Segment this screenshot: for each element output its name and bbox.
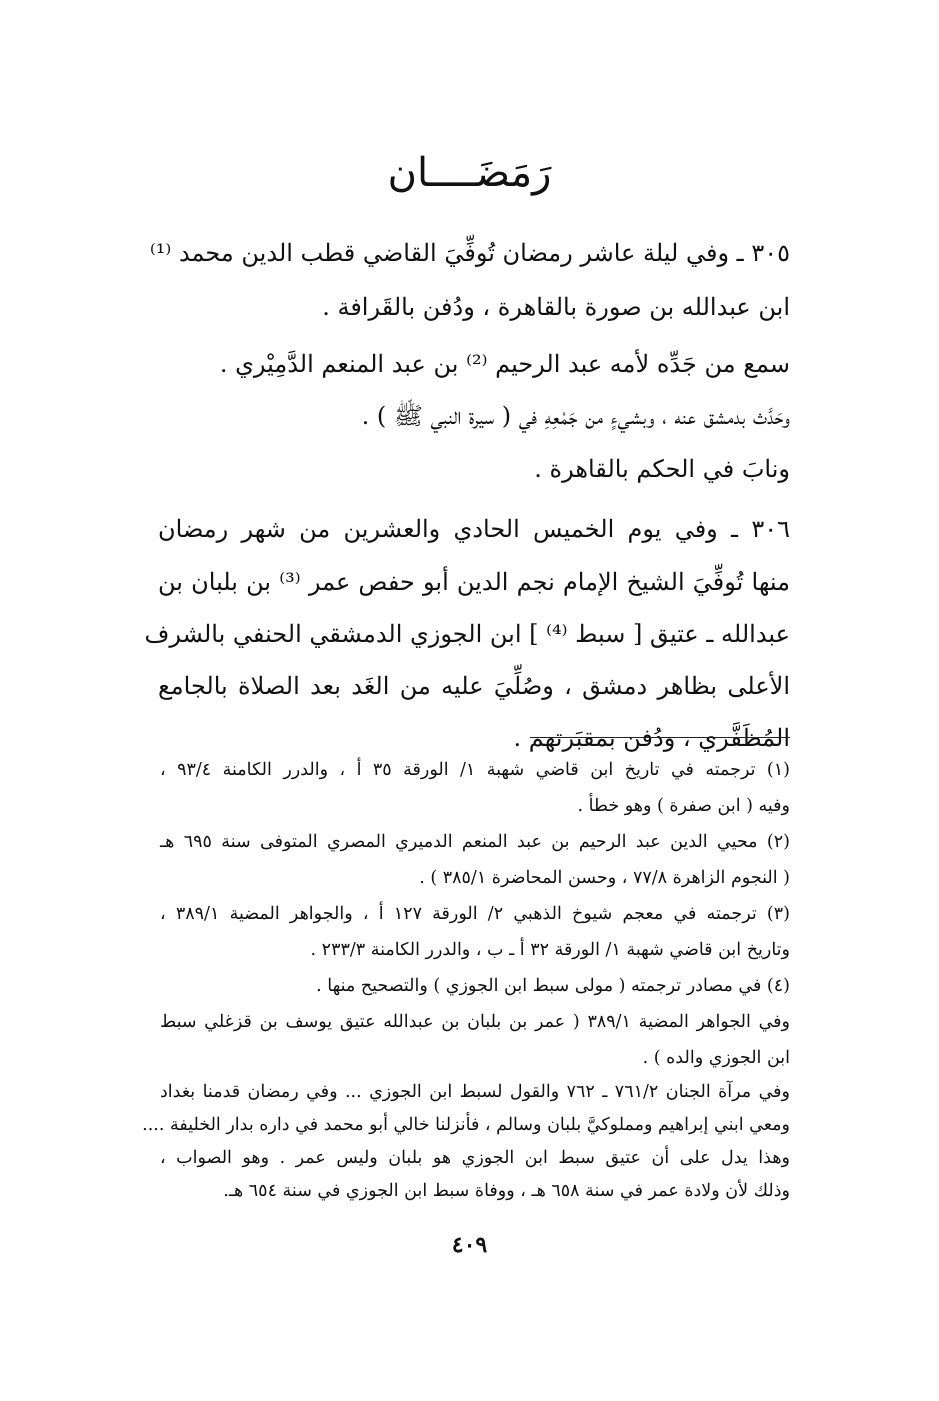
page-header-title: رَمَضَــــان bbox=[387, 150, 552, 196]
entry-306-line-3: عبدالله ـ عتيق [ سبط ⁽⁴⁾ ] ابن الجوزي الدمشقي الحنفي بالشرف bbox=[144, 620, 790, 648]
footnote-2-line-2: ( النجوم الزاهرة ٧٧/٨ ، وحسن المحاضرة ٣٨٥/١ ) . bbox=[419, 868, 790, 888]
footnotes bbox=[142, 752, 790, 1208]
entry-305-line-1: ٣٠٥ ـ وفي ليلة عاشر رمضان تُوفِّيَ القاضي قطب الدين محمد ⁽¹⁾ bbox=[149, 239, 790, 267]
footnote-2-line-1: (٢) محيي الدين عبد الرحيم بن عبد المنعم الدميري المصري المتوفى سنة ٦٩٥ هـ bbox=[160, 832, 790, 852]
entry-306-line-4: الأعلى بظاهر دمشق ، وصُلِّيَ عليه من الغَد بعد الصلاة بالجامع bbox=[158, 672, 790, 700]
footnote-4-line-6: وهذا يدل على أن عتيق سبط ابن الجوزي هو بلبان وليس عمر . وهو الصواب ، bbox=[160, 1148, 790, 1168]
entry-306-line-5: المُظَفَّري ، ودُفن بمقبَرتهم . bbox=[513, 724, 790, 752]
footnote-4-line-1: (٤) في مصادر ترجمته ( مولى سبط ابن الجوزي ) والتصحيح منها . bbox=[316, 976, 790, 996]
entry-306-line-2: منها تُوفِّيَ الشيخ الإمام نجم الدين أبو حفص عمر ⁽³⁾ بن بلبان بن bbox=[158, 568, 790, 596]
footnote-1-line-1: (١) ترجمته في تاريخ ابن قاضي شهبة ١/ الورقة ٣٥ أ ، والدرر الكامنة ٩٣/٤ ، bbox=[160, 760, 790, 780]
entry-305-line-5: ونابَ في الحكم بالقاهرة . bbox=[534, 455, 790, 483]
main-text bbox=[144, 226, 790, 764]
footnote-3-line-2: وتاريخ ابن قاضي شهبة ١/ الورقة ٣٢ أ ـ ب ، والدرر الكامنة ٢٣٣/٣ . bbox=[310, 940, 790, 960]
footnote-4-line-5: ومعي ابني إبراهيم ومملوكيَّ بلبان وسالم ، فأنزلنا خالي أبو محمد في داره بدار الخليفة .... bbox=[142, 1115, 790, 1135]
footnote-1-line-2: وفيه ( ابن صفرة ) وهو خطأ . bbox=[577, 796, 790, 816]
entry-305-line-3: سمع من جَدِّه لأمه عبد الرحيم ⁽²⁾ بن عبد المنعم الدَّمِيْري . bbox=[219, 350, 790, 378]
entry-305-line-4: وحَدَّث بدمشق عنه ، وبشيءٍ من جَمْعِهِ في ( سيرة النبي ﷺ ) . bbox=[361, 402, 790, 430]
entry-305-line-2: ابن عبدالله بن صورة بالقاهرة ، ودُفن بالقَرافة . bbox=[322, 293, 790, 321]
footnote-4-line-2: وفي الجواهر المضية ٣٨٩/١ ( عمر بن بلبان بن عبدالله عتيق يوسف بن قزغلي سبط bbox=[160, 1012, 790, 1032]
entry-306-line-1: ٣٠٦ ـ وفي يوم الخميس الحادي والعشرين من شهر رمضان bbox=[158, 515, 790, 543]
footnote-3-line-1: (٣) ترجمته في معجم شيوخ الذهبي ٢/ الورقة ١٢٧ أ ، والجواهر المضية ٣٨٩/١ ، bbox=[160, 904, 790, 924]
footnote-rule bbox=[530, 737, 790, 738]
page-number: ٤٠٩ bbox=[451, 1232, 488, 1258]
footnote-4-line-3: ابن الجوزي والده ) . bbox=[642, 1048, 790, 1068]
footnote-4-line-4: وفي مرآة الجنان ٧٦١/٢ ـ ٧٦٢ والقول لسبط ابن الجوزي ... وفي رمضان قدمنا بغداد bbox=[160, 1082, 790, 1102]
footnote-4-line-7: وذلك لأن ولادة عمر في سنة ٦٥٨ هـ ، ووفاة سبط ابن الجوزي في سنة ٦٥٤ هـ. bbox=[223, 1181, 790, 1201]
